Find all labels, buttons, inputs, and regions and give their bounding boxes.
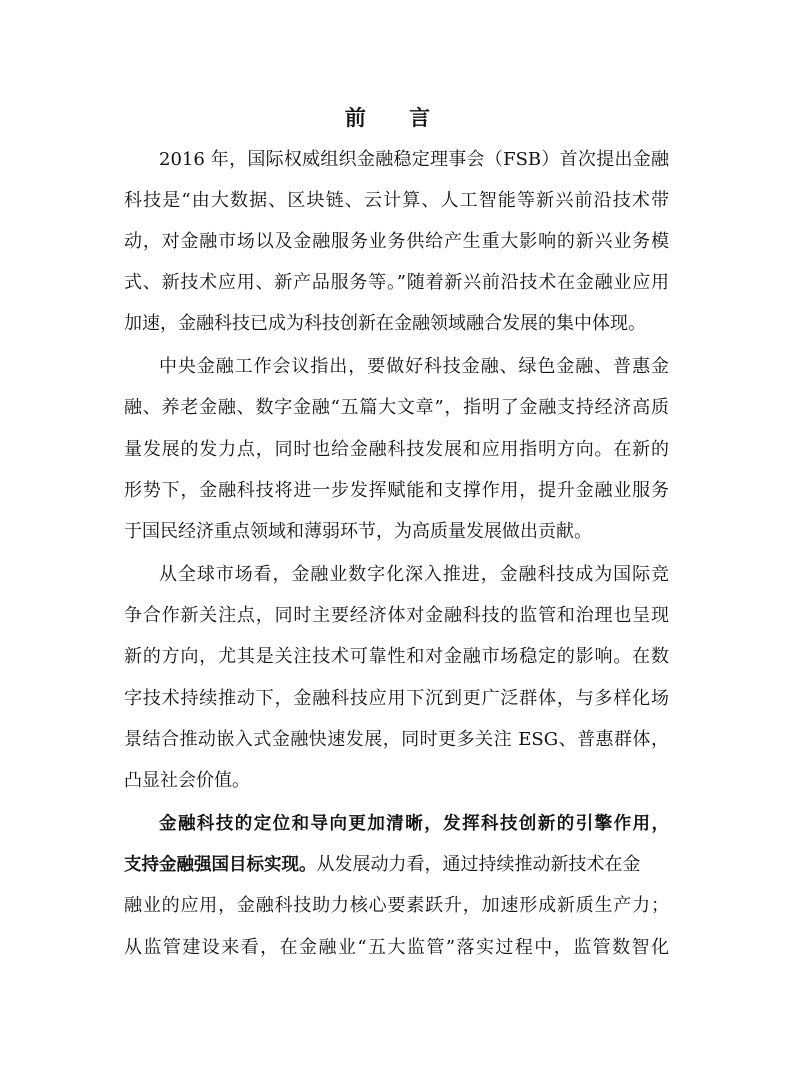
bold-sentence: 支持金融强国目标实现。 bbox=[124, 855, 317, 875]
paragraph-line: 中央金融工作会议指出，要做好科技金融、绿色金融、普惠金 bbox=[159, 356, 669, 377]
mixed-paragraph-line bbox=[124, 845, 669, 885]
bold-paragraph-line: 金融科技的定位和导向更加清晰，发挥科技创新的引擎作用， bbox=[159, 814, 669, 834]
paragraph-line: 景结合推动嵌入式金融快速发展，同时更多关注 ESG、普惠群体， bbox=[124, 729, 669, 750]
paragraph-line: 融、养老金融、数字金融“五篇大文章”，指明了金融支持经济高质 bbox=[124, 397, 669, 418]
paragraph-line: 科技是“由大数据、区块链、云计算、人工智能等新兴前沿技术带 bbox=[124, 190, 669, 211]
paragraph-line: 凸显社会价值。 bbox=[124, 770, 250, 791]
paragraph-line: 加速，金融科技已成为科技创新在金融领域融合发展的集中体现。 bbox=[124, 313, 646, 334]
paragraph-line: 从全球市场看，金融业数字化深入推进，金融科技成为国际竞 bbox=[159, 564, 669, 585]
paragraph-line: 形势下，金融科技将进一步发挥赋能和支撑作用，提升金融业服务 bbox=[124, 480, 669, 501]
paragraph-line: 融业的应用，金融科技助力核心要素跃升，加速形成新质生产力； bbox=[124, 895, 669, 916]
paragraph-line: 量发展的发力点，同时也给金融科技发展和应用指明方向。在新的 bbox=[124, 439, 669, 460]
paragraph-line: 动，对金融市场以及金融服务业务供给产生重大影响的新兴业务模 bbox=[124, 231, 669, 252]
paragraph-line: 于国民经济重点领域和薄弱环节，为高质量发展做出贡献。 bbox=[124, 521, 592, 542]
normal-sentence: 从发展动力看，通过持续推动新技术在金 bbox=[316, 854, 641, 875]
paragraph-line: 新的方向，尤其是关注技术可靠性和对金融市场稳定的影响。在数 bbox=[124, 646, 669, 667]
paragraph-line: 争合作新关注点，同时主要经济体对金融科技的监管和治理也呈现 bbox=[124, 605, 669, 626]
paragraph-line: 字技术持续推动下，金融科技应用下沉到更广泛群体，与多样化场 bbox=[124, 688, 669, 709]
page-title: 前 言 bbox=[344, 106, 449, 130]
paragraph-line: 式、新技术应用、新产品服务等。”随着新兴前沿技术在金融业应用 bbox=[124, 272, 669, 293]
paragraph-line: 从监管建设来看，在金融业“五大监管”落实过程中，监管数智化 bbox=[124, 937, 669, 958]
paragraph-line: 2016 年，国际权威组织金融稳定理事会（FSB）首次提出金融 bbox=[159, 149, 669, 170]
